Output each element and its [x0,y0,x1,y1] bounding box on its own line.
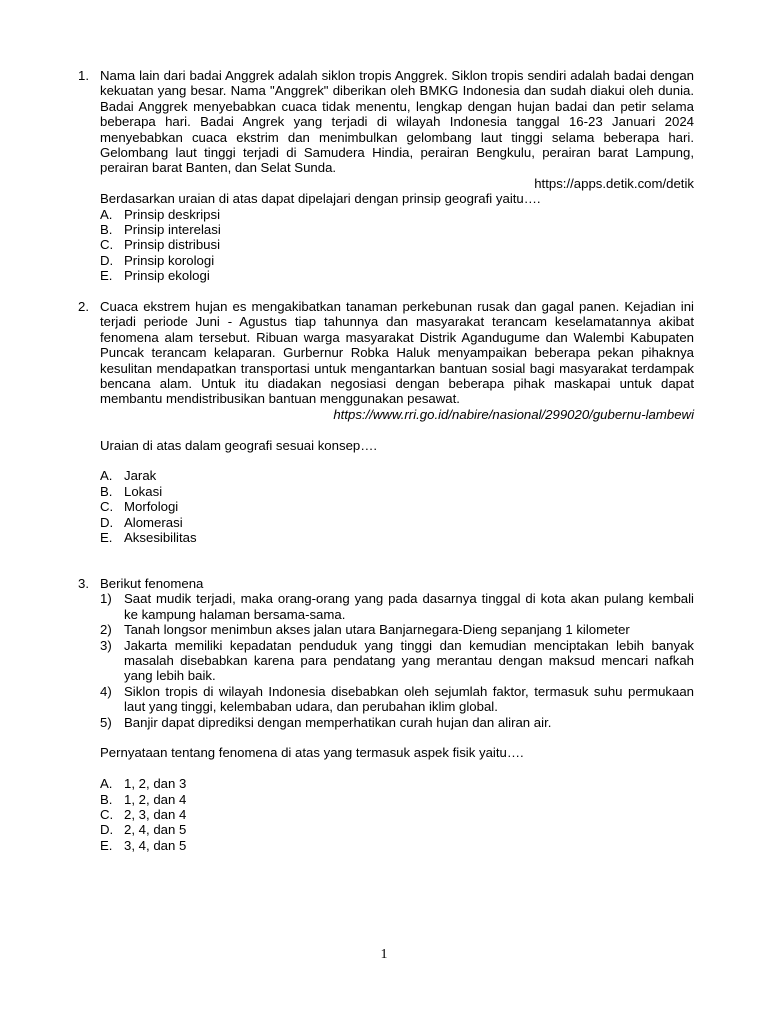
question-body [100,576,694,853]
question-prompt: Uraian di atas dalam geografi sesuai konsep…. [100,437,378,453]
option-letter: A. [100,468,113,484]
answer-option[interactable] [100,822,694,837]
option-text: Morfologi [124,499,179,515]
source-citation: https://www.rri.go.id/nabire/nasional/299020/gubernu-lambewi [333,406,694,422]
phenomena-list [100,591,694,730]
option-text: Prinsip interelasi [124,222,221,238]
option-letter: C. [100,807,114,823]
answer-option[interactable] [100,222,694,237]
option-text: Prinsip ekologi [124,268,210,284]
question-number: 3. [78,576,89,591]
option-text: Jarak [124,468,157,484]
answer-option[interactable] [100,484,694,499]
item-text: Saat mudik terjadi, maka orang-orang yang pada dasarnya tinggal di kota akan pulang kembali ke kampung halaman bersama-sama. [124,591,694,622]
question-body [100,68,694,284]
phenomenon-item [100,638,694,684]
question-passage: Nama lain dari badai Anggrek adalah siklon tropis Anggrek. Siklon tropis sendiri adalah badai dengan kekuatan yang besar. Nama "Anggrek" diberikan oleh BMKG Indonesia dan sudah diakui oleh dunia. Badai Anggrek menyebabkan cuaca tidak menentu, lengkap dengan hujan badai dan petir selama beberapa hari. Badai Angrek yang terjadi di wilayah Indonesia tanggal 16-23 Januari 2024 menyebabkan cuaca ekstrim dan menimbulkan gelombang laut tinggi selama beberapa hari. Gelombang laut tinggi terjadi di Samudera Hindia, perairan Bengkulu, perairan barat Lampung, perairan barat Banten, dan Selat Sunda. [100,68,694,176]
option-letter: E. [100,268,113,284]
option-text: 1, 2, dan 4 [124,791,187,807]
question-prompt: Pernyataan tentang fenomena di atas yang termasuk aspek fisik yaitu…. [100,745,524,761]
option-letter: B. [100,483,113,499]
answer-option[interactable] [100,807,694,822]
question-number: 2. [78,299,89,314]
answer-option[interactable] [100,207,694,222]
answer-option[interactable] [100,237,694,252]
item-number: 2) [100,622,112,638]
question-prompt: Berdasarkan uraian di atas dapat dipelajari dengan prinsip geografi yaitu…. [100,191,541,207]
answer-option[interactable] [100,515,694,530]
answer-option[interactable] [100,792,694,807]
answer-option[interactable] [100,468,694,483]
question-1 [78,68,694,284]
option-letter: D. [100,252,114,268]
answer-options [100,776,694,853]
option-letter: E. [100,530,113,546]
answer-option[interactable] [100,499,694,514]
item-text: Tanah longsor menimbun akses jalan utara Banjarnegara-Dieng sepanjang 1 kilometer [124,622,630,638]
option-text: Prinsip deskripsi [124,206,221,222]
item-number: 3) [100,637,112,653]
question-intro: Berikut fenomena [100,576,204,591]
option-letter: C. [100,499,114,515]
answer-option[interactable] [100,530,694,545]
option-text: Aksesibilitas [124,530,197,546]
option-text: Prinsip korologi [124,252,215,268]
question-passage: Cuaca ekstrem hujan es mengakibatkan tanaman perkebunan rusak dan gagal panen. Kejadian ini terjadi periode Juni - Agustus tiap tahunnya dan masyarakat terancam keselamatannya akibat fenomena alam tersebut. Ribuan warga masyarakat Distrik Agandugume dan Walembi Kabupaten Puncak terancam kelaparan. Gurbernur Robka Haluk menyampaikan beberapa pekan pihaknya kesulitan mendapatkan transportasi untuk mengantarkan bantuan sosial bagi masyarakat terdampak bencana alam. Untuk itu diadakan negosiasi dengan beberapa pihak maskapai untuk dapat membantu mendistribusikan bantuan menggunakan pesawat. [100,299,694,407]
item-number: 5) [100,714,112,730]
phenomenon-item [100,591,694,622]
item-text: Jakarta memiliki kepadatan penduduk yang tinggi dan kemudian menciptakan lebih banyak masalah disebabkan karena para pendatang yang merantau dengan maksud mencari nafkah yang lebih baik. [124,637,694,684]
option-letter: E. [100,837,113,853]
question-number: 1. [78,68,89,83]
option-letter: A. [100,206,113,222]
source-citation: https://apps.detik.com/detik [534,175,694,191]
item-text: Banjir dapat diprediksi dengan memperhatikan curah hujan dan aliran air. [124,714,552,730]
answer-option[interactable] [100,268,694,283]
answer-option[interactable] [100,253,694,268]
item-number: 4) [100,683,112,699]
option-letter: C. [100,237,114,253]
answer-options [100,207,694,284]
option-text: Prinsip distribusi [124,237,221,253]
option-letter: D. [100,822,114,838]
option-text: 2, 4, dan 5 [124,822,187,838]
item-number: 1) [100,591,112,607]
question-2 [78,299,694,545]
page-number: 1 [380,947,388,962]
option-letter: A. [100,776,113,792]
option-letter: B. [100,222,113,238]
item-text: Siklon tropis di wilayah Indonesia disebabkan oleh sejumlah faktor, termasuk suhu permukaan laut yang tinggi, kelembaban udara, dan perubahan iklim global. [124,683,694,715]
answer-options [100,468,694,545]
option-text: 3, 4, dan 5 [124,837,187,853]
option-letter: B. [100,791,113,807]
option-text: Lokasi [124,483,163,499]
option-letter: D. [100,514,114,530]
option-text: Alomerasi [124,514,183,530]
answer-option[interactable] [100,776,694,791]
phenomenon-item [100,684,694,715]
phenomenon-item [100,715,694,730]
option-text: 1, 2, dan 3 [124,776,187,792]
question-body [100,299,694,545]
answer-option[interactable] [100,838,694,853]
option-text: 2, 3, dan 4 [124,807,187,823]
question-3 [78,576,694,853]
phenomenon-item [100,622,694,637]
